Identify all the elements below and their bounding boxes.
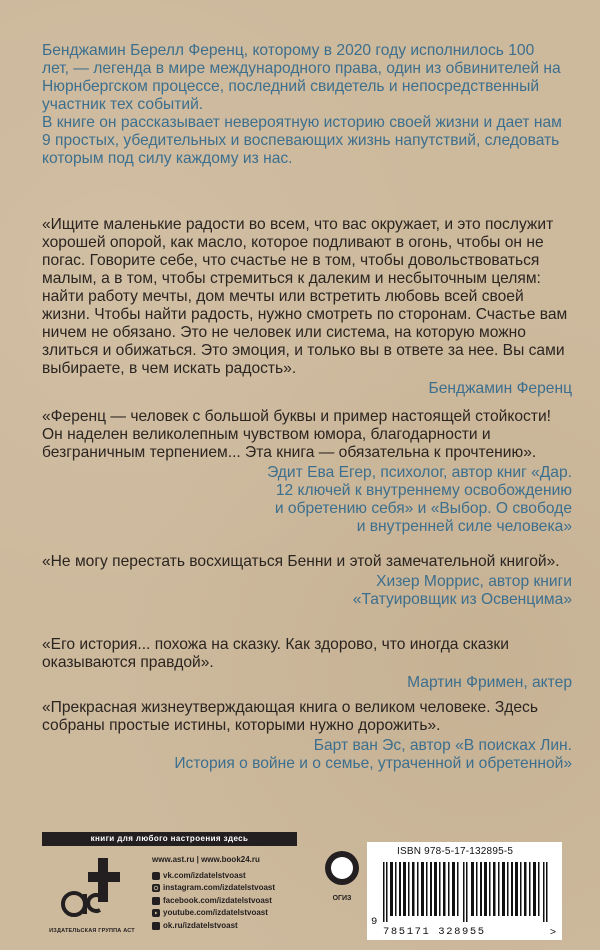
- ast-logo-block: [42, 852, 142, 940]
- quote-text: «Прекрасная жизнеутверждающая книга о великом человеке. Здесь собраны простые истины, которыми нужно дорожить».: [42, 699, 538, 734]
- quote-text: «Не могу перестать восхищаться Бенни и этой замечательной книгой».: [42, 553, 560, 570]
- attribution-line: Бенджамин Ференц: [428, 380, 572, 397]
- social-link: [152, 882, 275, 895]
- quote-block-ferencz: [42, 216, 572, 398]
- social-link-text: youtube.com/izdatelstvoast: [163, 908, 268, 917]
- barcode-lead-digit: 9: [371, 916, 378, 928]
- quote-text: «Ищите маленькие радости во всем, что вас окружает, и это послужит хорошей опорой, как масло, которое подливают в огонь, чтобы он не погас. Говорите себе, что счастье не в том, чтобы довольствоваться малым, а в том, чтобы стремиться к далеким и несбыточным целям: найти работу мечты, дом мечты или встретить любовь всей своей жизни. Чтобы найти радость, нужно смотреть по сторонам. Счастье вам ничем не обязано. Это не человек или система, на которую можно злиться и обижаться. Это эмоция, и только вы в ответе за нее. Вы сами выбираете, в чем искать радость».: [42, 216, 568, 377]
- quote-attribution: [42, 380, 572, 398]
- youtube-icon: [152, 909, 160, 917]
- publisher-footer: [42, 832, 562, 940]
- quote-block-eger: [42, 408, 572, 536]
- odnoklassniki-icon: [152, 922, 160, 930]
- social-link: [152, 920, 275, 933]
- publisher-name: ИЗДАТЕЛЬСКАЯ ГРУППА АСТ: [49, 928, 135, 934]
- social-link: [152, 895, 275, 908]
- isbn-number: ISBN 978-5-17-132895-5: [397, 846, 514, 857]
- website-links: www.ast.ru | www.book24.ru: [152, 855, 260, 864]
- intro-section: [42, 42, 562, 168]
- social-link-text: ok.ru/izdatelstvoast: [163, 920, 238, 930]
- social-link-text: instagram.com/izdatelstvoast: [163, 883, 276, 892]
- barcode-digits: 785171 328955: [383, 926, 486, 938]
- vk-icon: [152, 872, 160, 880]
- quote-block-morris: [42, 553, 572, 609]
- intro-paragraph-2: В книге он рассказывает невероятную историю своей жизни и дает нам 9 простых, убедительных и воспевающих жизнь напутствий, следовать которым под силу каждому из нас.: [42, 114, 562, 167]
- oguz-logo: [322, 848, 362, 908]
- intro-paragraph-1: Бенджамин Берелл Ференц, которому в 2020 году исполнилось 100 лет, — легенда в мире международного права, один из обвинителей на Нюрнбергском процессе, последний свидетель и непосредственный участник тех событий.: [42, 42, 561, 113]
- quote-attribution: [42, 737, 572, 773]
- quote-block-van-es: [42, 699, 572, 773]
- barcode-arrow: >: [549, 926, 556, 938]
- attribution-line: Барт ван Эс, автор «В поисках Лин.: [313, 737, 572, 754]
- barcode-bars: [383, 862, 553, 922]
- quote-attribution: [42, 573, 572, 609]
- attribution-line: и внутренней силе человека»: [356, 518, 572, 535]
- quote-text: «Его история... похожа на сказку. Как здорово, что иногда сказки оказываются правдой».: [42, 636, 509, 671]
- attribution-line: Мартин Фримен, актер: [407, 674, 572, 691]
- quote-attribution: [42, 464, 572, 536]
- quote-block-freeman: [42, 636, 572, 692]
- social-link: [152, 907, 275, 920]
- quote-text: «Ференц — человек с большой буквы и пример настоящей стойкости! Он наделен великолепным чувством юмора, благодарности и безграничным терпением... Эта книга — обязательна к прочтению».: [42, 408, 551, 461]
- instagram-icon: [152, 884, 160, 892]
- attribution-line: История о войне и о семье, утраченной и обретенной»: [174, 755, 572, 772]
- attribution-line: Эдит Ева Егер, психолог, автор книг «Дар.: [267, 464, 572, 481]
- attribution-line: 12 ключей к внутреннему освобождению: [275, 482, 572, 499]
- social-link: [152, 870, 275, 883]
- oguz-label: ОГИЗ: [332, 895, 352, 902]
- social-link-text: vk.com/izdatelstvoast: [163, 870, 246, 880]
- oguz-ring-icon: [322, 848, 362, 888]
- quote-attribution: [42, 674, 572, 692]
- attribution-line: и обретению себя» и «Выбор. О свободе: [274, 500, 572, 517]
- facebook-icon: [152, 897, 160, 905]
- tagline-banner: книги для любого настроения здесь: [42, 832, 297, 846]
- ast-logo-icon: [60, 854, 124, 924]
- social-link-text: facebook.com/izdatelstvoast: [163, 895, 272, 905]
- publisher-links: [152, 854, 275, 932]
- attribution-line: «Татуировщик из Освенцима»: [352, 591, 572, 608]
- attribution-line: Хизер Моррис, автор книги: [376, 573, 572, 590]
- isbn-barcode: [367, 842, 562, 940]
